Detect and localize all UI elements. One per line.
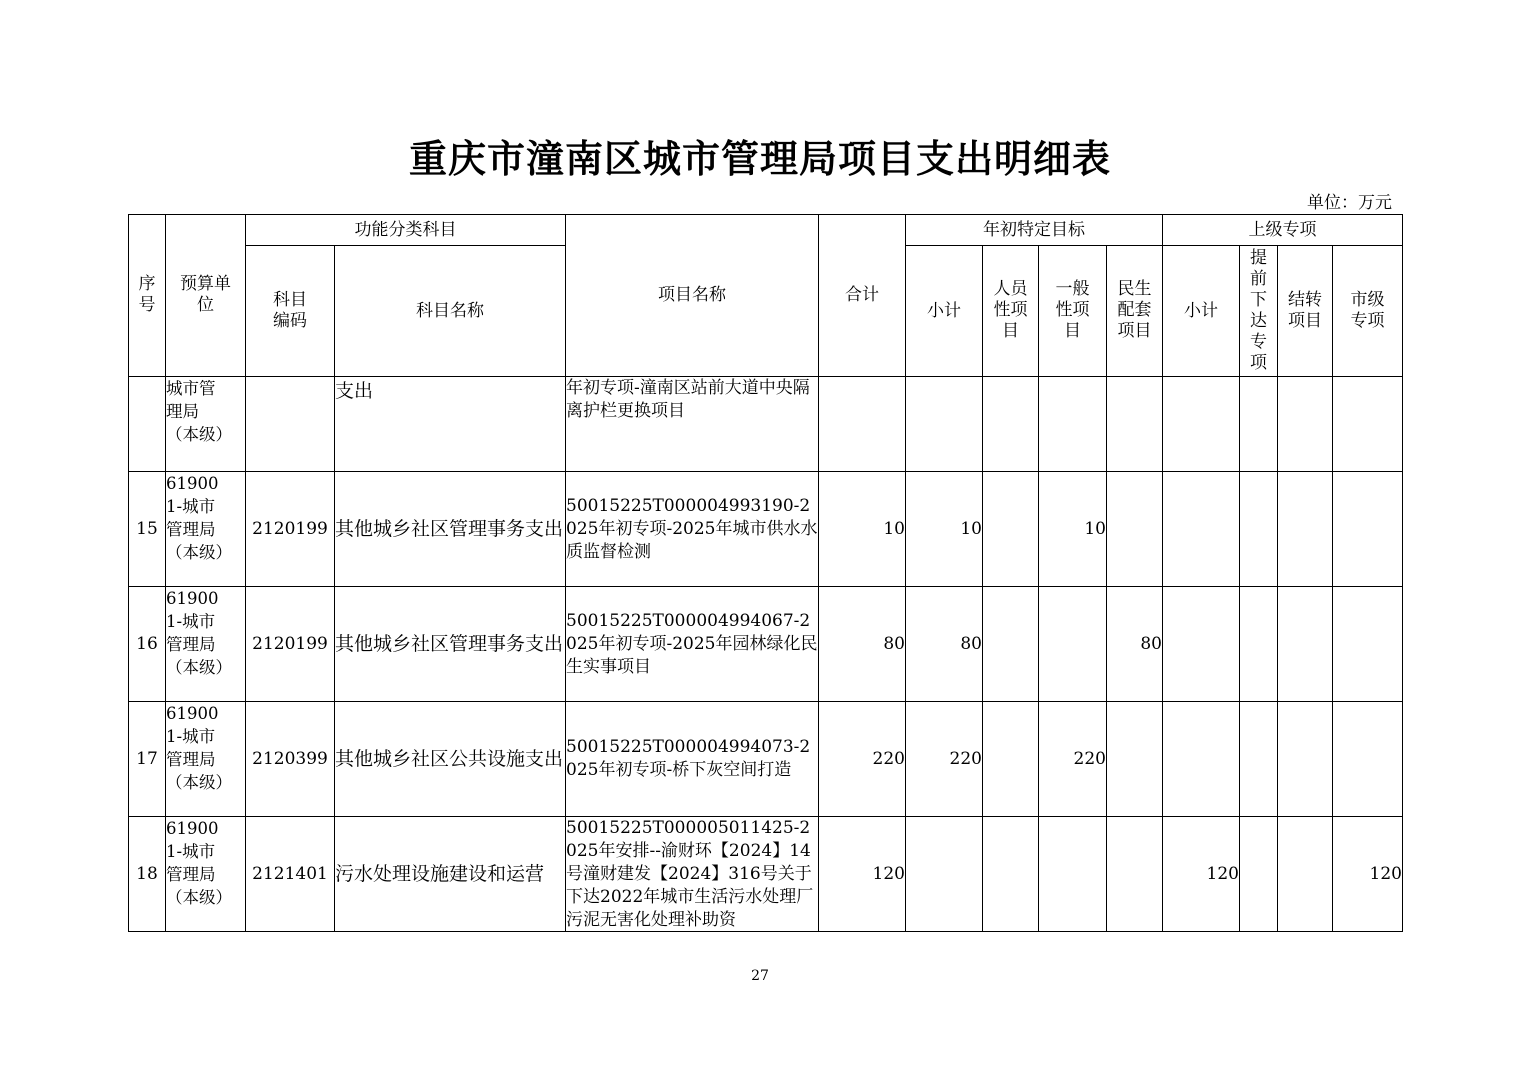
row-advance [1240,587,1278,702]
row-subject-code: 2120399 [246,702,335,817]
row-annual-subtotal: 80 [906,587,983,702]
row-subject-name: 其他城乡社区公共设施支出 [335,702,566,817]
row-budget-unit: 619001-城市管理局（本级） [166,472,246,587]
row-advance [1240,702,1278,817]
row-annual-subtotal: 10 [906,472,983,587]
row-personnel [983,817,1039,932]
row-seq: 18 [129,817,166,932]
row-budget-unit: 619001-城市管理局（本级） [166,702,246,817]
row-personnel [983,472,1039,587]
table-row [129,817,1403,932]
row-superior-subtotal [1163,702,1240,817]
row-project-name: 50015225T000004994073-2025年初专项-桥下灰空间打造 [566,702,819,817]
row-superior-subtotal [1163,587,1240,702]
row-general [1039,377,1107,472]
header-annual-group: 年初特定目标 [906,215,1163,246]
row-subject-name: 其他城乡社区管理事务支出 [335,472,566,587]
header-seq: 序号 [129,215,166,377]
row-total: 10 [819,472,906,587]
expenditure-table [128,214,1403,932]
row-seq: 15 [129,472,166,587]
table-row [129,702,1403,817]
row-carryover [1278,472,1333,587]
row-total: 220 [819,702,906,817]
row-project-name: 50015225T000005011425-2025年安排--渝财环【2024】14号潼财建发【2024】316号关于下达2022年城市生活污水处理厂污泥无害化处理补助资 [566,817,819,932]
row-project-name: 年初专项-潼南区站前大道中央隔离护栏更换项目 [566,377,819,472]
row-livelihood [1107,702,1163,817]
row-total: 120 [819,817,906,932]
header-advance: 提前下达专项 [1240,246,1278,377]
row-superior-subtotal [1163,377,1240,472]
header-subject-name: 科目名称 [335,246,566,377]
row-personnel [983,587,1039,702]
header-carryover: 结转项目 [1278,246,1333,377]
row-advance [1240,817,1278,932]
header-livelihood: 民生配套项目 [1107,246,1163,377]
row-livelihood [1107,817,1163,932]
row-general [1039,817,1107,932]
row-carryover [1278,377,1333,472]
row-annual-subtotal: 220 [906,702,983,817]
row-total [819,377,906,472]
table-row [129,587,1403,702]
row-personnel [983,377,1039,472]
row-subject-name: 其他城乡社区管理事务支出 [335,587,566,702]
header-budget-unit: 预算单位 [166,215,246,377]
row-livelihood: 80 [1107,587,1163,702]
unit-label: 单位：万元 [1307,193,1392,213]
header-city: 市级专项 [1333,246,1403,377]
row-livelihood [1107,472,1163,587]
header-annual-subtotal: 小计 [906,246,983,377]
row-total: 80 [819,587,906,702]
row-project-name: 50015225T000004994067-2025年初专项-2025年园林绿化民生实事项目 [566,587,819,702]
row-budget-unit: 城市管理局（本级） [166,377,246,472]
row-annual-subtotal [906,817,983,932]
row-advance [1240,472,1278,587]
header-subject-code: 科目编码 [246,246,335,377]
row-city: 120 [1333,817,1403,932]
header-superior-subtotal: 小计 [1163,246,1240,377]
header-personnel: 人员性项目 [983,246,1039,377]
table-row [129,472,1403,587]
header-superior-group: 上级专项 [1163,215,1403,246]
row-subject-code: 2121401 [246,817,335,932]
row-city [1333,472,1403,587]
header-function-group: 功能分类科目 [246,215,566,246]
row-seq: 16 [129,587,166,702]
row-livelihood [1107,377,1163,472]
header-project-name: 项目名称 [566,215,819,377]
page-number: 27 [751,968,769,984]
row-budget-unit: 619001-城市管理局（本级） [166,817,246,932]
row-budget-unit: 619001-城市管理局（本级） [166,587,246,702]
row-subject-code: 2120199 [246,587,335,702]
row-personnel [983,702,1039,817]
row-annual-subtotal [906,377,983,472]
row-subject-code [246,377,335,472]
row-subject-name: 支出 [335,377,566,472]
row-city [1333,702,1403,817]
row-advance [1240,377,1278,472]
row-city [1333,587,1403,702]
row-general: 10 [1039,472,1107,587]
row-subject-name: 污水处理设施建设和运营 [335,817,566,932]
row-carryover [1278,817,1333,932]
row-seq: 17 [129,702,166,817]
header-general: 一般性项目 [1039,246,1107,377]
table-row [129,377,1403,472]
page-title: 重庆市潼南区城市管理局项目支出明细表 [408,136,1111,181]
row-carryover [1278,587,1333,702]
row-project-name: 50015225T000004993190-2025年初专项-2025年城市供水水质监督检测 [566,472,819,587]
header-total: 合计 [819,215,906,377]
row-superior-subtotal [1163,472,1240,587]
row-general: 220 [1039,702,1107,817]
row-carryover [1278,702,1333,817]
row-city [1333,377,1403,472]
row-subject-code: 2120199 [246,472,335,587]
row-seq [129,377,166,472]
row-general [1039,587,1107,702]
row-superior-subtotal: 120 [1163,817,1240,932]
